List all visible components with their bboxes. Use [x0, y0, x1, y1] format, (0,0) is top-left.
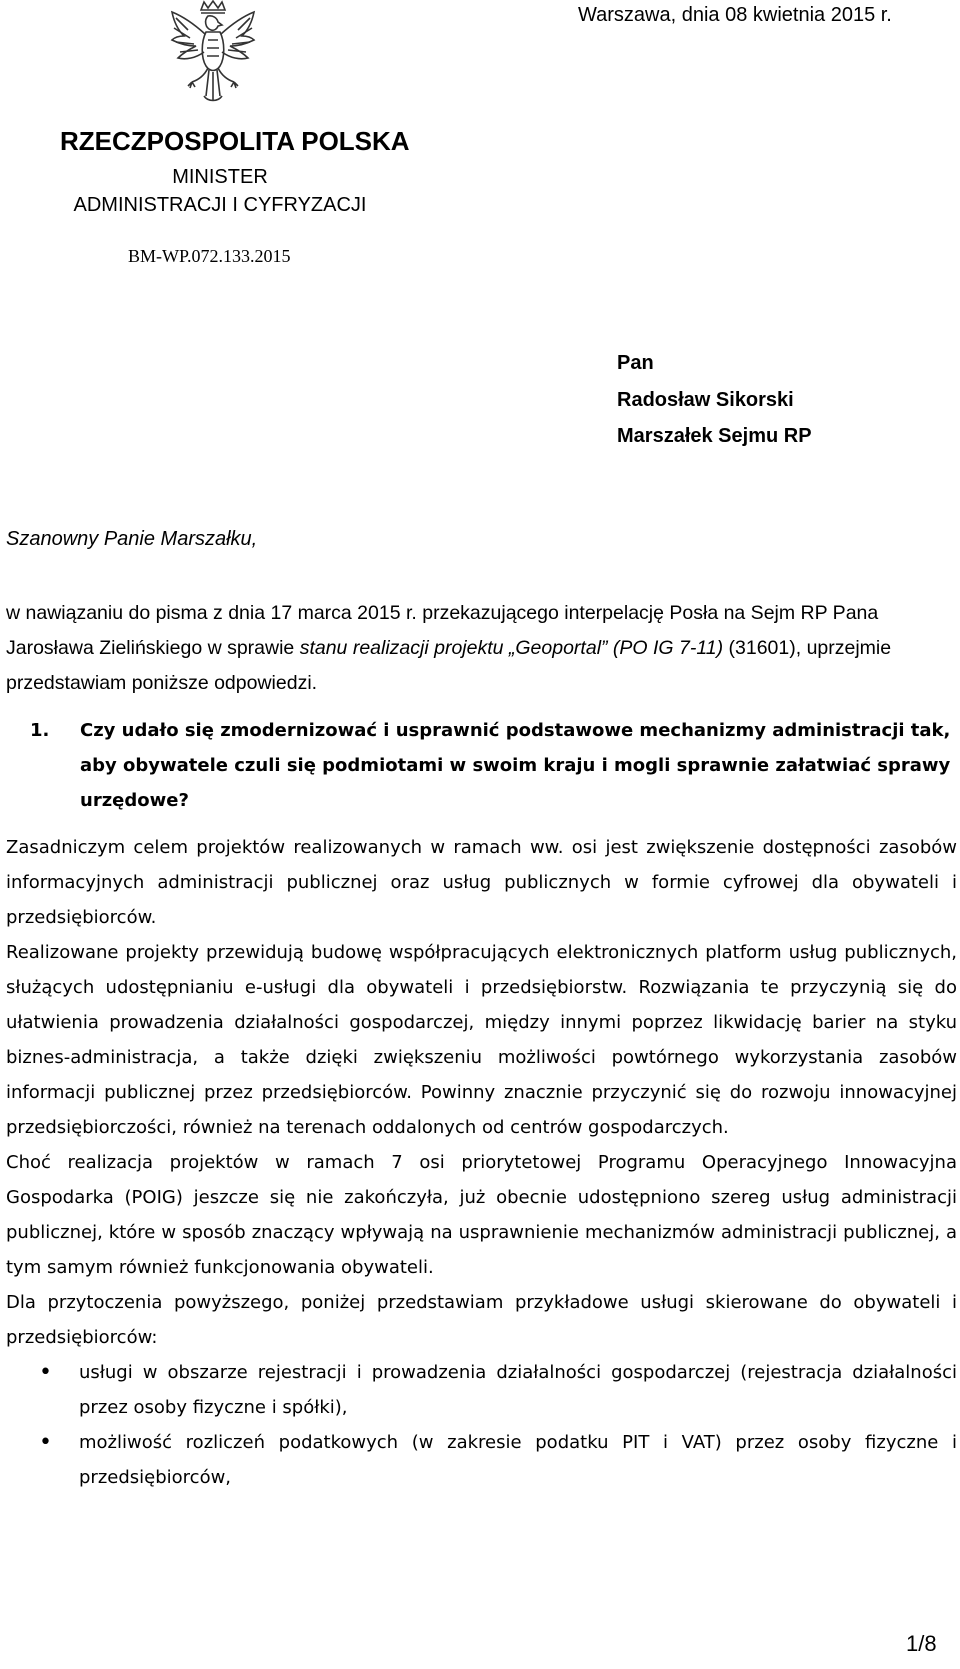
addressee-salutation: Pan: [617, 352, 654, 374]
addressee-title: Marszałek Sejmu RP: [617, 425, 812, 447]
answer-paragraph: Realizowane projekty przewidują budowę współpracujących elektronicznych platform usług publicznych, służących udostępnianiu e-usługi dla obywateli i przedsiębiorstw. Rozwiązania te przyczynią się do ułatwienia prowadzenia działalności gospodarczej, między innymi poprzez likwidację barier na styku biznes-administracja, a także dzięki zwiększeniu możliwości powtórnego wykorzystania zasobów informacji publicznej przez przedsiębiorców. Powinny znacznie przyczynić się do rozwoju innowacyjnej przedsiębiorczości, również na terenach oddalonych od centrów gospodarczych.: [6, 942, 957, 1138]
answer-paragraph: Dla przytoczenia powyższego, poniżej przedstawiam przykładowe usługi skierowane do obywateli i przedsiębiorców:: [6, 1292, 957, 1348]
ministry-name: ADMINISTRACJI I CYFRYZACJI: [73, 194, 367, 216]
country-name: RZECZPOSPOLITA POLSKA: [60, 126, 410, 156]
intro-paragraph: [6, 596, 957, 701]
list-item: • możliwość rozliczeń podatkowych (w zakresie podatku PIT i VAT) przez osoby fizyczne i przedsiębiorców,: [6, 1425, 957, 1495]
place-date: Warszawa, dnia 08 kwietnia 2015 r.: [578, 4, 892, 26]
intro-text-start: w nawiązaniu do pisma z dnia 17 marca 2015 r. przekazującego interpelację Posła na Sejm RP Pana Jarosława Zielińskiego w sprawie: [6, 602, 879, 659]
intro-project-title: stanu realizacji projektu „Geoportal” (PO IG 7-11): [299, 637, 724, 659]
page-number: 1/8: [906, 1631, 937, 1656]
answer-paragraph: Zasadniczym celem projektów realizowanych w ramach ww. osi jest zwiększenie dostępności zasobów informacyjnych administracji publicznej oraz usług publicznych w formie cyfrowej dla obywateli i przedsiębiorców.: [6, 837, 957, 928]
question-text: Czy udało się zmodernizować i usprawnić podstawowe mechanizmy administracji tak, aby obywatele czuli się podmiotami w swoim kraju i mogli sprawnie załatwiać sprawy urzędowe?: [80, 720, 951, 811]
intro-text-end: (31601), uprzejmie przedstawiam poniższe odpowiedzi.: [6, 637, 892, 694]
services-list: [6, 1355, 957, 1495]
answer-body: [6, 830, 957, 1495]
list-item: • usługi w obszarze rejestracji i prowadzenia działalności gospodarczej (rejestracja działalności przez osoby fizyczne i spółki),: [6, 1355, 957, 1425]
eagle-emblem-icon: [168, 0, 258, 105]
office-title: MINISTER: [172, 166, 268, 188]
answer-paragraph: Choć realizacja projektów w ramach 7 osi priorytetowej Programu Operacyjnego Innowacyjna Gospodarka (POIG) jeszcze się nie zakończyła, już obecnie udostępniono szereg usług administracji publicznej, które w sposób znaczący wpływają na usprawnienie mechanizmów administracji publicznej, a tym samym również funkcjonowania obywateli.: [6, 1152, 957, 1278]
question-number: 1.: [30, 720, 50, 741]
document-signature: BM-WP.072.133.2015: [128, 246, 291, 266]
salutation: Szanowny Panie Marszałku,: [6, 528, 258, 550]
question-block: [30, 713, 956, 818]
addressee-name: Radosław Sikorski: [617, 389, 794, 411]
